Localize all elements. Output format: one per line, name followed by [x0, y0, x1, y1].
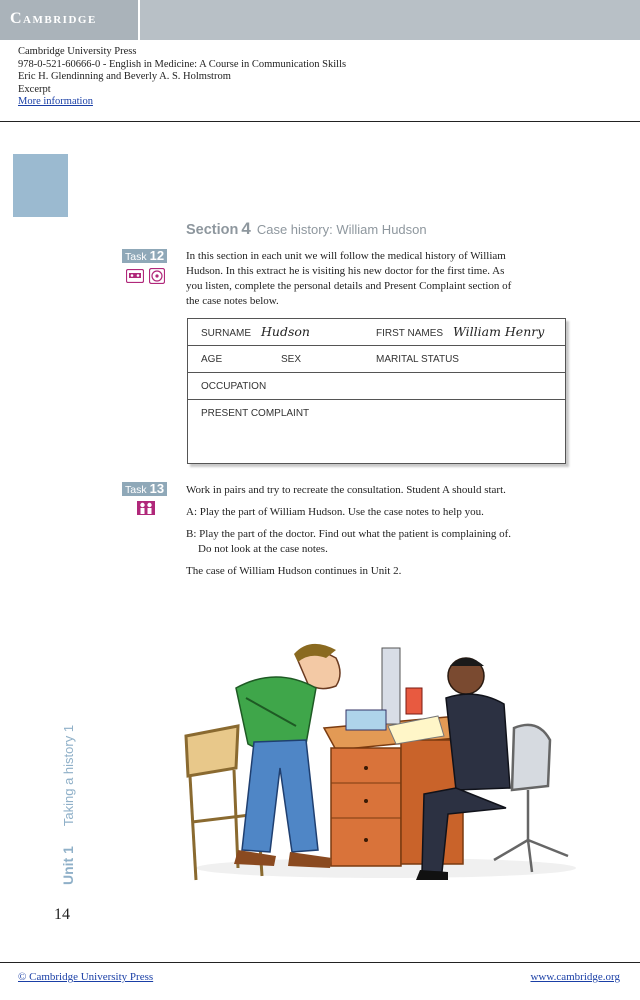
website-link[interactable]: www.cambridge.org: [530, 971, 620, 983]
isbn-title-line: 978-0-521-60666-0 - English in Medicine: A Course in Communication Skills: [18, 58, 347, 70]
task-13-instruction: Work in pairs and try to recreate the consultation. Student A should start.: [186, 484, 506, 496]
first-names-label: FIRST NAMES: [376, 328, 444, 339]
task-number: 13: [149, 481, 165, 496]
page-number: 14: [54, 906, 70, 923]
task-number: 12: [149, 248, 165, 263]
footer-divider: [0, 962, 640, 963]
role-b-text-cont: Do not look at the case notes.: [198, 543, 328, 555]
section-number: 4: [241, 219, 251, 238]
notes-row-age: [188, 346, 565, 373]
notes-row-names: [188, 319, 565, 346]
notes-row-occupation: [188, 373, 565, 400]
excerpt-line: Excerpt: [18, 83, 51, 95]
sex-label: SEX: [281, 354, 302, 365]
section-word: Section: [186, 222, 239, 238]
unit-color-tab: [13, 154, 68, 217]
pair-work-icon: [137, 501, 155, 515]
cambridge-logo: Cambridge: [10, 10, 97, 27]
consultation-illustration: [176, 618, 584, 896]
notes-row-complaint: [188, 400, 565, 460]
role-a-text: A: Play the part of William Hudson. Use the case notes to help you.: [186, 506, 484, 518]
cassette-icon: [126, 269, 144, 283]
continuation-note: The case of William Hudson continues in Unit 2.: [186, 565, 402, 577]
authors-line: Eric H. Glendinning and Beverly A. S. Holmstrom: [18, 71, 231, 82]
marital-status-label: MARITAL STATUS: [376, 354, 459, 365]
task-12-line: the case notes below.: [186, 295, 279, 307]
section-heading: [186, 219, 427, 239]
book-metadata: [18, 46, 346, 109]
occupation-label: OCCUPATION: [201, 381, 267, 392]
task-13-tag: [122, 482, 167, 496]
present-complaint-label: PRESENT COMPLAINT: [201, 408, 310, 419]
age-label: AGE: [201, 354, 223, 365]
unit-label: Unit 1: [60, 846, 76, 885]
task-label: Task: [125, 251, 147, 263]
task-12-tag: [122, 249, 167, 263]
task-12-text: [186, 249, 511, 309]
cd-icon: [149, 268, 165, 284]
case-notes-form: [187, 318, 566, 464]
task-12-line: Hudson. In this extract he is visiting his new doctor for the first time. As: [186, 265, 505, 277]
task-12-line: you listen, complete the personal details and Present Complaint section of: [186, 280, 512, 292]
task-12-line: In this section in each unit we will follow the medical history of William: [186, 250, 506, 262]
header-divider: [0, 121, 640, 122]
role-b-text: B: Play the part of the doctor. Find out what the patient is complaining of.: [186, 528, 512, 540]
more-information-link[interactable]: More information: [18, 96, 93, 107]
first-names-value: William Henry: [453, 324, 545, 339]
patient-figure: [234, 644, 340, 868]
task-label: Task: [125, 484, 147, 496]
section-title: Case history: William Hudson: [256, 222, 427, 237]
topic-label: Taking a history 1: [61, 724, 76, 827]
publisher-line: Cambridge University Press: [18, 46, 137, 57]
running-sidebar: [60, 725, 78, 885]
surname-label: SURNAME: [201, 328, 252, 339]
header-bar: [0, 0, 640, 40]
surname-value: Hudson: [261, 324, 310, 339]
copyright-link[interactable]: © Cambridge University Press: [18, 971, 154, 983]
logo-box: [0, 0, 140, 40]
